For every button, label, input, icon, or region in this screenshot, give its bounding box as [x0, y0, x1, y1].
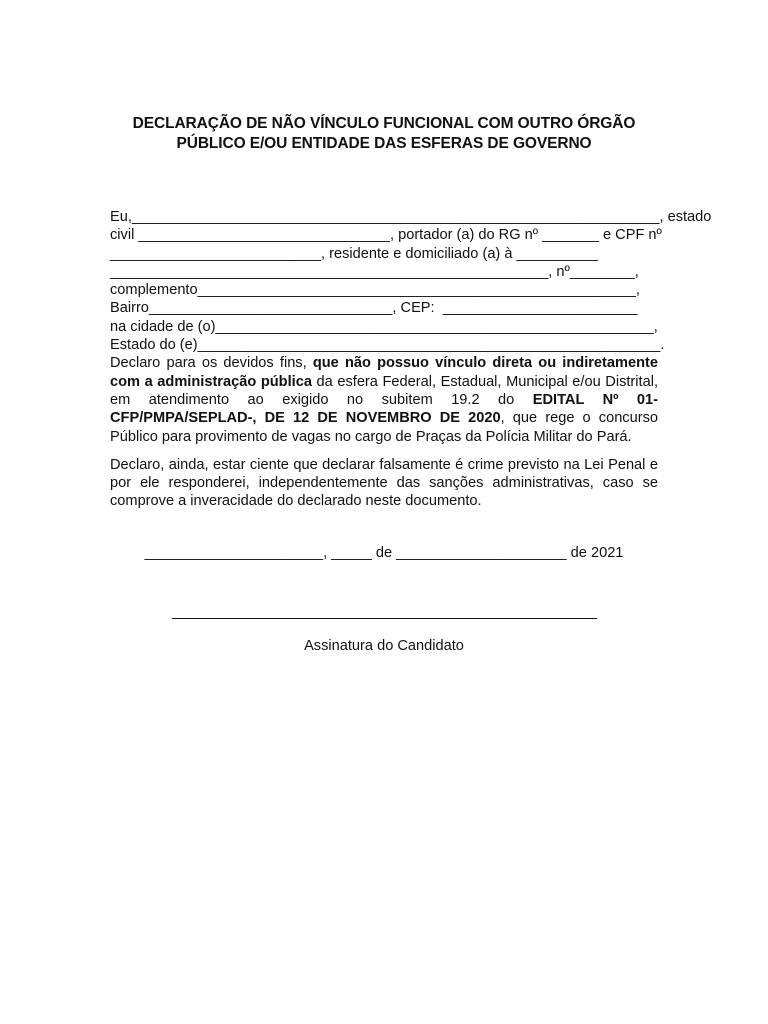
title-line-1: DECLARAÇÃO DE NÃO VÍNCULO FUNCIONAL COM OUTRO ÓRGÃO [132, 115, 636, 132]
document-body [110, 208, 712, 511]
declaration-text-1: Declaro para os devidos fins, [110, 355, 313, 372]
form-line-complement: complemento______________________________________________________, [110, 282, 640, 299]
penalty-paragraph: Declaro, ainda, estar ciente que declarar falsamente é crime previsto na Lei Penal e por ele responderei, independentemente das sanções administrativas, caso se comprove a inveracidade do declarado neste documento. [110, 456, 658, 510]
form-line-civil-status: civil _______________________________, portador (a) do RG nº _______ e CPF nº [110, 227, 662, 244]
title-line-2: PÚBLICO E/OU ENTIDADE DAS ESFERAS DE GOVERNO [176, 135, 592, 152]
form-line-name: Eu,_________________________________________________________________, estado [110, 209, 712, 225]
form-line-neighborhood-cep: Bairro______________________________, CEP: ________________________ [110, 300, 638, 317]
declaration-text-2: da esfera Federal, Estadual, Municipal e/ou Distrital, em atendimento ao exigido no subitem 19.2 do [110, 373, 659, 408]
edital-reference: EDITAL Nº 01-CFP/PMPA/SEPLAD-, DE 12 DE NOVEMBRO DE 2020 [110, 391, 659, 427]
form-line-street-number: ______________________________________________________, nº________, [110, 263, 639, 280]
signature-line [172, 618, 597, 619]
form-line-cpf-address: __________________________, residente e domiciliado (a) à __________ [110, 245, 598, 262]
form-line-state: Estado do (e)_________________________________________________________. [110, 337, 665, 354]
declaration-paragraph [110, 354, 658, 445]
form-line-city: na cidade de (o)______________________________________________________, [110, 318, 658, 335]
signature-caption: Assinatura do Candidato [304, 638, 464, 654]
document-title [60, 114, 708, 154]
declaration-bold-statement: que não possuo vínculo direta ou indiretamente com a administração pública [110, 355, 658, 390]
date-line: ______________________, _____ de _____________________ de 2021 [144, 545, 624, 561]
declaration-text-3: , que rege o concurso Público para provimento de vagas no cargo de Praças da Polícia Militar do Pará. [110, 410, 658, 445]
